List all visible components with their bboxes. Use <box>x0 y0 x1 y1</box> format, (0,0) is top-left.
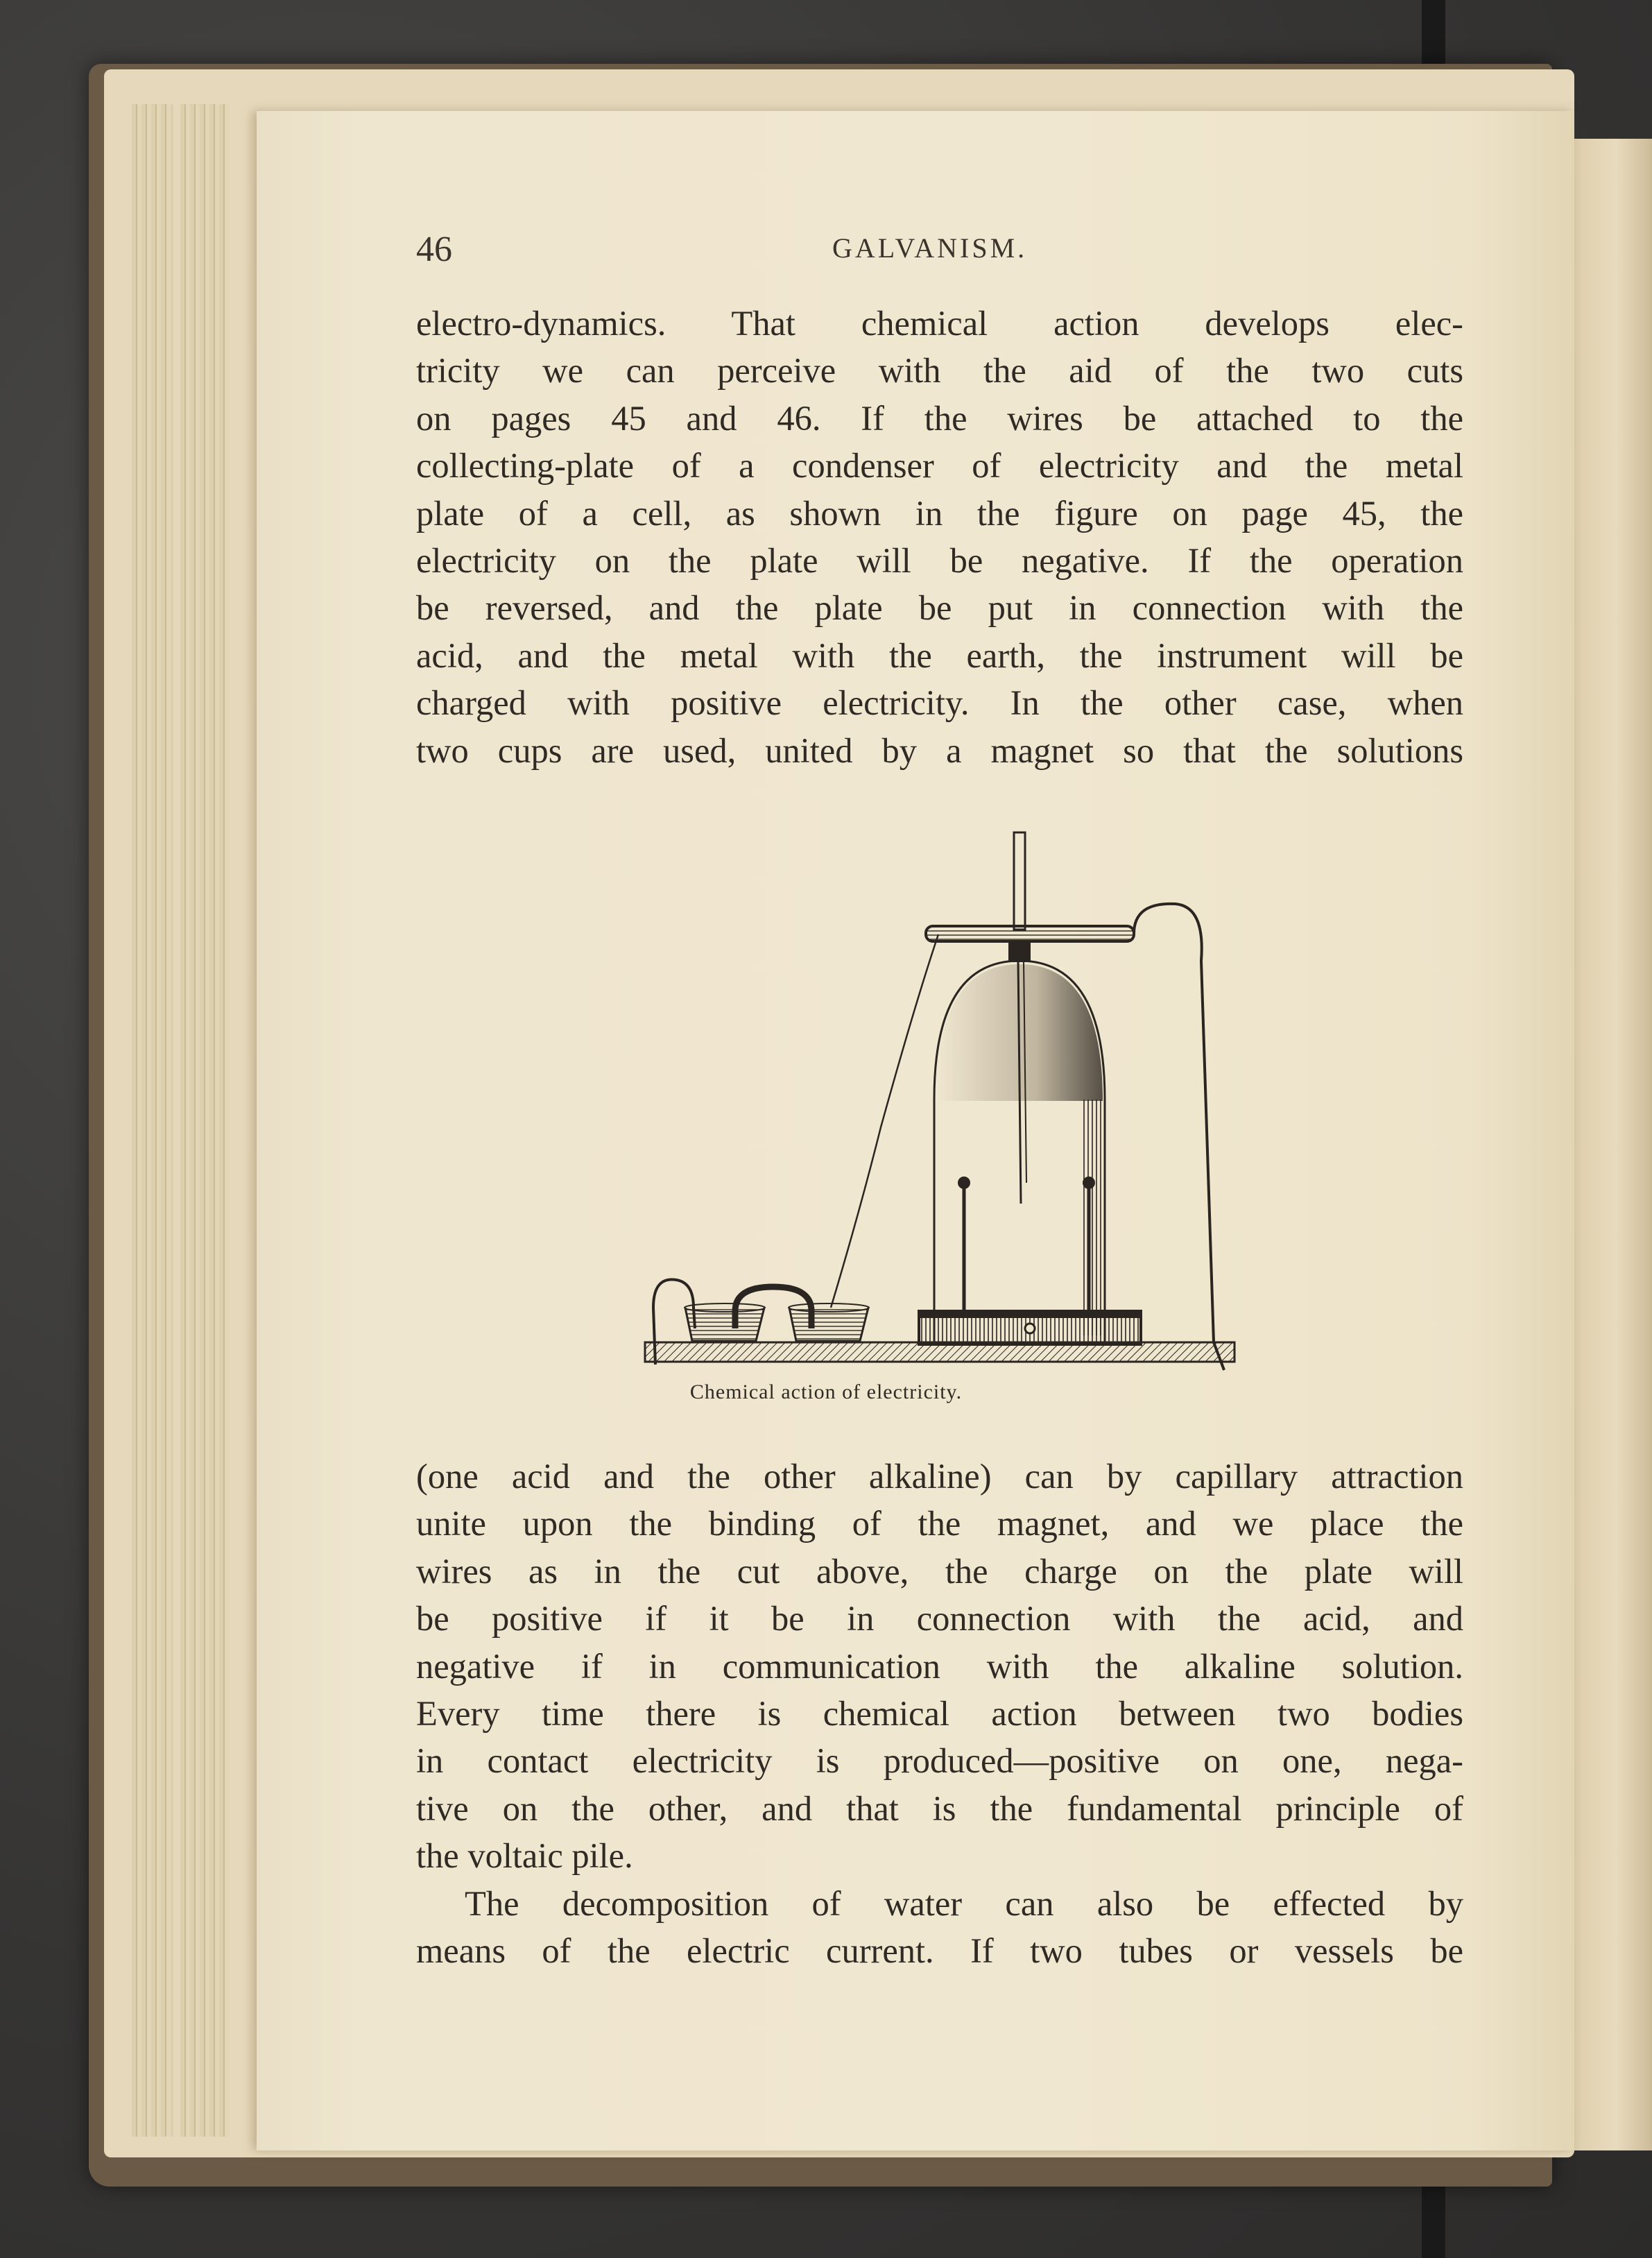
text-line: Every time there is chemical action between two bodies <box>416 1693 1463 1733</box>
text-line: the voltaic pile. <box>416 1836 633 1876</box>
text-line: unite upon the binding of the magnet, and we place the <box>416 1504 1463 1543</box>
text-line: (one acid and the other alkaline) can by capillary attraction <box>416 1457 1463 1496</box>
text-line: electricity on the plate will be negative. If the operation <box>416 540 1463 580</box>
text-line: tive on the other, and that is the fundamental principle of <box>416 1788 1463 1828</box>
text-line: collecting-plate of a condenser of electricity and the metal <box>416 446 1463 486</box>
text-line: means of the electric current. If two tubes or vessels be <box>416 1931 1463 1970</box>
text-line: wires as in the cut above, the charge on the plate will <box>416 1551 1463 1591</box>
page-stack-edge <box>180 104 229 2137</box>
text-line: plate of a cell, as shown in the figure on page 45, the <box>416 493 1463 533</box>
running-head <box>416 229 1456 277</box>
paragraph-top <box>416 300 1463 774</box>
text-line: be reversed, and the plate be put in connection with the <box>416 588 1463 628</box>
text-line: two cups are used, united by a magnet so that the solutions <box>416 730 1463 770</box>
text-line: acid, and the metal with the earth, the instrument will be <box>416 635 1463 675</box>
page-stack-edge <box>132 104 173 2137</box>
text-line: be positive if it be in connection with the acid, and <box>416 1599 1463 1639</box>
chapter-title: GALVANISM. <box>832 232 1028 264</box>
text-line: electro-dynamics. That chemical action develops elec- <box>416 304 1463 343</box>
text-line: charged with positive electricity. In the other case, when <box>416 683 1463 723</box>
paragraph-bottom <box>416 1453 1463 1974</box>
text-line: on pages 45 and 46. If the wires be attached to the <box>416 398 1463 438</box>
page-number: 46 <box>416 230 452 269</box>
text-line: The decomposition of water can also be effected by <box>465 1883 1463 1923</box>
text-line: tricity we can perceive with the aid of the two cuts <box>416 351 1463 391</box>
electroscope-illustration <box>638 822 1241 1377</box>
figure-caption: Chemical action of electricity. <box>689 1380 963 1403</box>
text-line: in contact electricity is produced—positive on one, nega- <box>416 1741 1463 1781</box>
text-line: negative if in communication with the alkaline solution. <box>416 1646 1463 1686</box>
